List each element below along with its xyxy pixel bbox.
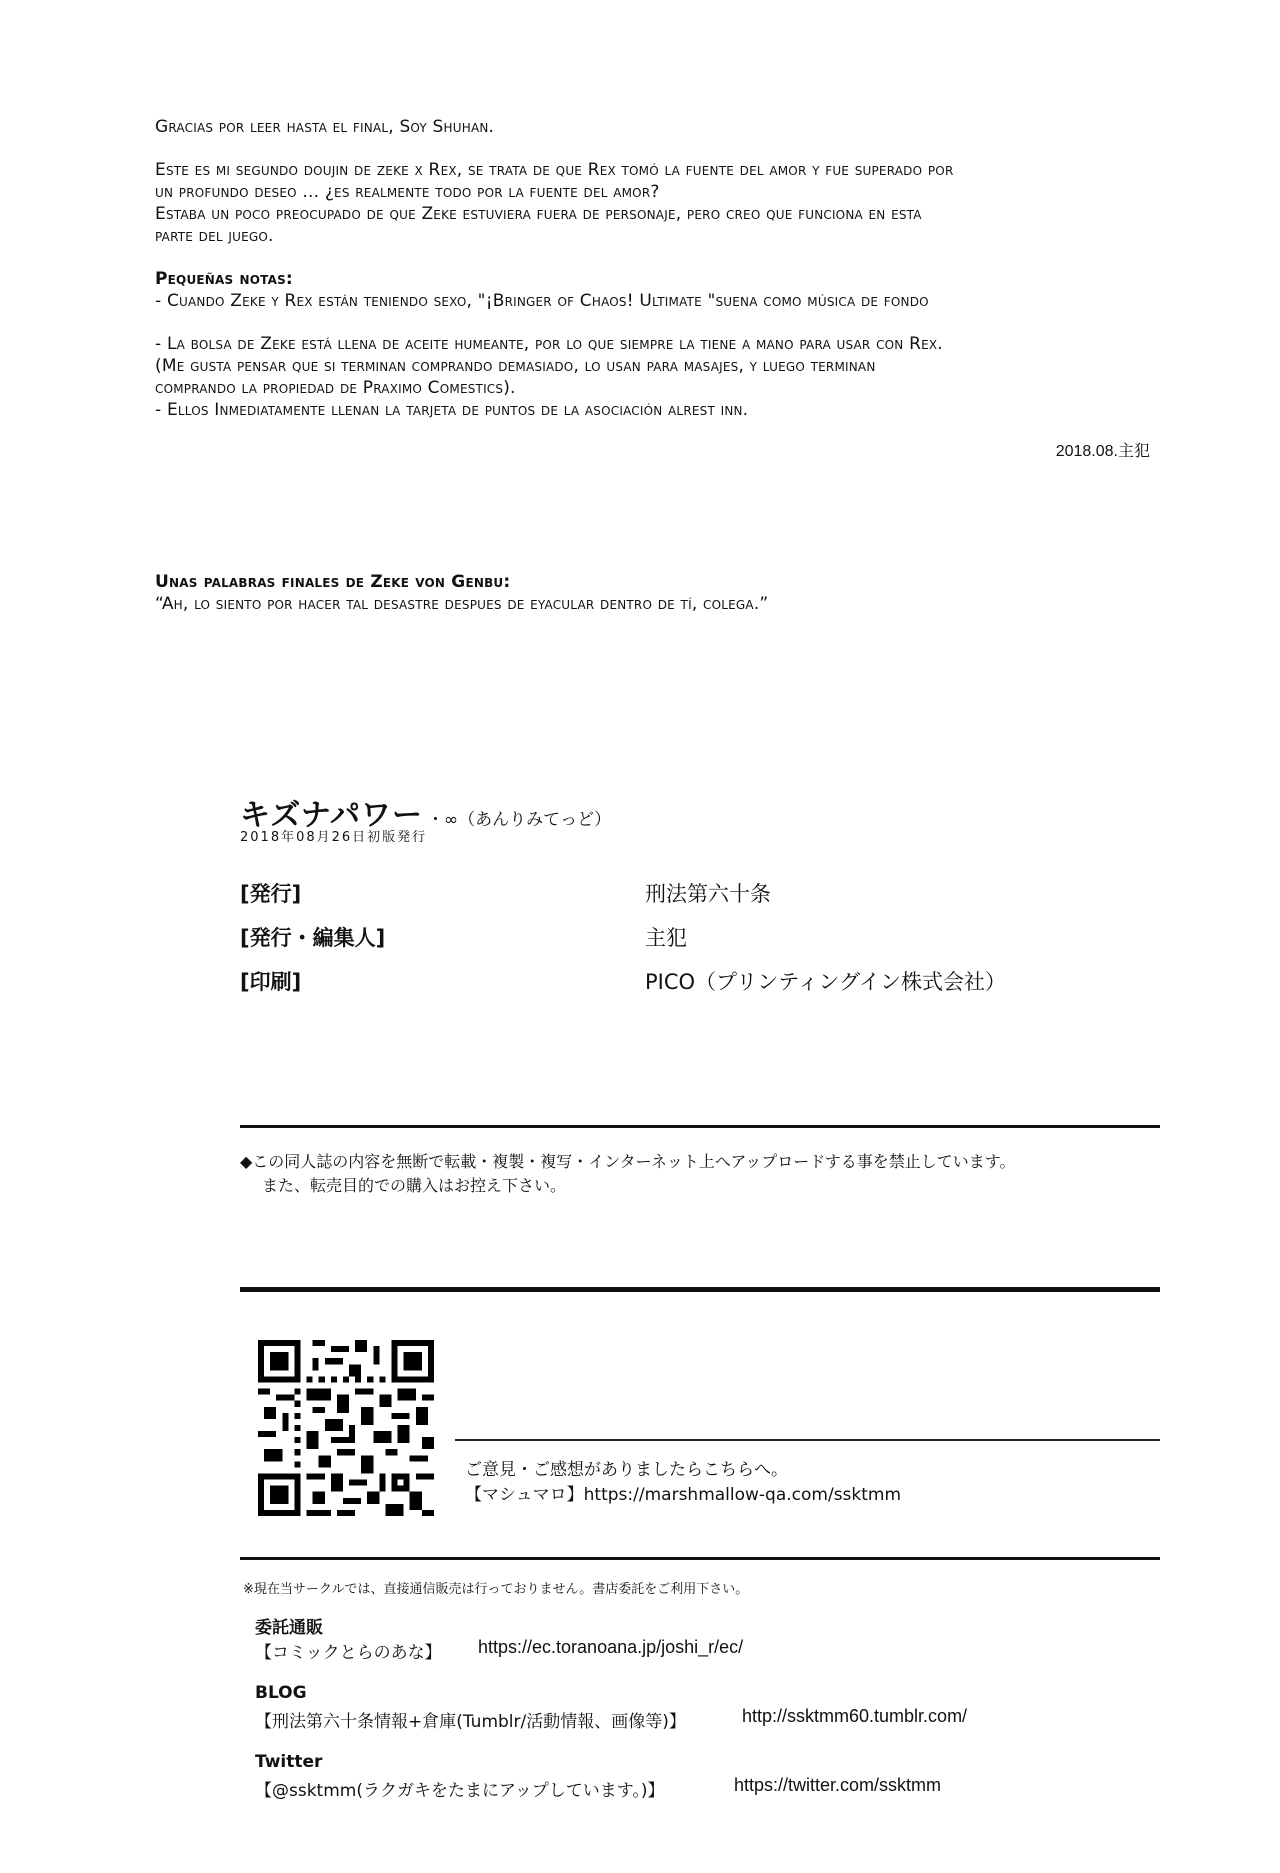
marshmallow-link[interactable]: 【マシュマロ】https://marshmallow-qa.com/ssktmm bbox=[465, 1485, 902, 1505]
editor-label: [発行・編集人] bbox=[240, 926, 386, 950]
blog-label: 【刑法第六十条情報+倉庫(Tumblr/活動情報、画像等)】 bbox=[255, 1712, 686, 1732]
blog-heading: BLOG bbox=[255, 1683, 307, 1703]
feedback-divider bbox=[455, 1439, 1160, 1441]
printer-label: [印刷] bbox=[240, 970, 302, 994]
para1-line2: un profundo deseo ... ¿es realmente todo por la fuente del amor? bbox=[155, 182, 660, 202]
greeting-line: Gracias por leer hasta el final, Soy Shuhan. bbox=[155, 117, 495, 137]
feedback-block bbox=[465, 1458, 901, 1508]
twitter-link[interactable]: https://twitter.com/ssktmm bbox=[734, 1775, 942, 1795]
printer-value: PICO（プリンティングイン株式会社） bbox=[645, 970, 1007, 994]
editor-value: 主犯 bbox=[645, 926, 687, 950]
note-1: - Cuando Zeke y Rex están teniendo sexo, "¡Bringer of Chaos! Ultimate "suena como música de fondo bbox=[155, 291, 929, 311]
book-title-suffix: ・∞（あんりみてっど） bbox=[427, 810, 612, 830]
feedback-line-1: ご意見・ご感想がありましたらこちらへ。 bbox=[465, 1460, 788, 1480]
twitter-label: 【@ssktmm(ラクガキをたまにアップしています。)】 bbox=[255, 1781, 665, 1801]
consign-label: 【コミックとらのあな】 bbox=[255, 1643, 442, 1663]
tumblr-link[interactable]: http://ssktmm60.tumblr.com/ bbox=[742, 1706, 968, 1726]
para1-line3: Estaba un poco preocupado de que Zeke estuviera fuera de personaje, pero creo que funciona en esta bbox=[155, 204, 922, 224]
notice-line-2: また、転売目的での購入はお控え下さい。 bbox=[262, 1176, 567, 1195]
toranoana-link[interactable]: https://ec.toranoana.jp/joshi_r/ec/ bbox=[478, 1637, 744, 1657]
para1-line4: parte del juego. bbox=[155, 226, 274, 246]
consign-heading: 委託通販 bbox=[255, 1618, 323, 1638]
divider-rule-1 bbox=[240, 1125, 1160, 1128]
notes-heading: Pequeñas notas: bbox=[155, 269, 293, 289]
qr-code-icon bbox=[258, 1340, 434, 1516]
twitter-heading: Twitter bbox=[255, 1752, 323, 1772]
note-2-line3: comprando la propiedad de Praximo Comestics). bbox=[155, 378, 516, 398]
mail-order-note: ※現在当サークルでは、直接通信販売は行っておりません。書店委託をご利用下さい。 bbox=[243, 1582, 749, 1597]
book-title-main: キズナパワー bbox=[240, 798, 423, 833]
final-words-quote: “Ah, lo siento por hacer tal desastre despues de eyacular dentro de tí, colega.” bbox=[155, 594, 769, 614]
note-2-line2: (Me gusta pensar que si terminan comprando demasiado, lo usan para masajes, y luego terminan bbox=[155, 356, 876, 376]
divider-rule-3 bbox=[240, 1557, 1160, 1560]
copyright-notice bbox=[240, 1150, 1016, 1198]
note-3: - Ellos Inmediatamente llenan la tarjeta de puntos de la asociación alrest inn. bbox=[155, 400, 749, 420]
notice-line-1: ◆この同人誌の内容を無断で転載・複製・複写・インターネット上へアップロードする事を禁止しています。 bbox=[240, 1152, 1016, 1171]
publisher-label: [発行] bbox=[240, 882, 302, 906]
divider-rule-2 bbox=[240, 1287, 1160, 1292]
afterword-date: 2018.08.主犯 bbox=[1055, 443, 1150, 460]
para1-line1: Este es mi segundo doujin de zeke x Rex, se trata de que Rex tomó la fuente del amor y fue superado por bbox=[155, 160, 954, 180]
note-2-line1: - La bolsa de Zeke está llena de aceite humeante, por lo que siempre la tiene a mano para usar con Rex. bbox=[155, 334, 943, 354]
publisher-value: 刑法第六十条 bbox=[645, 882, 771, 906]
final-words-heading: Unas palabras finales de Zeke von Genbu: bbox=[155, 572, 511, 592]
issue-date: 2018年08月26日初版発行 bbox=[240, 830, 428, 845]
